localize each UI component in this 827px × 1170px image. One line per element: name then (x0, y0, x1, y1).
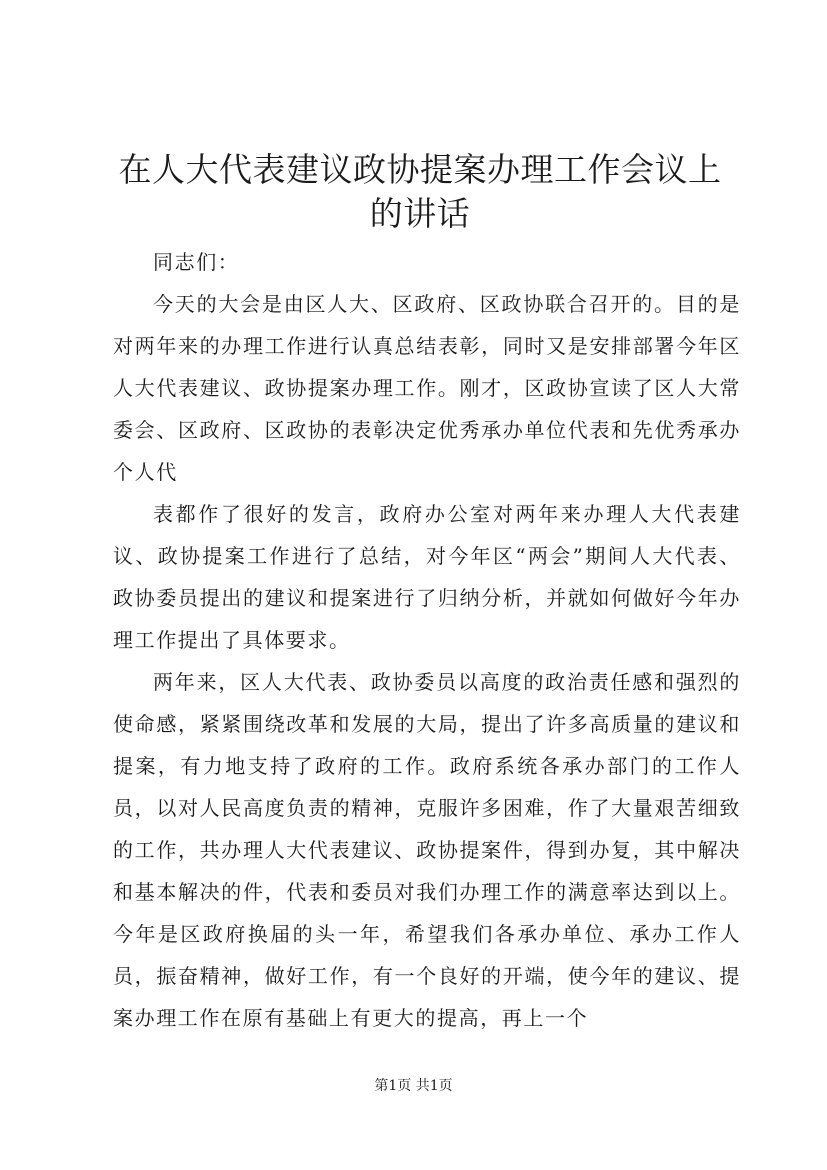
document-body (113, 241, 741, 1039)
body-paragraph: 今天的大会是由区人大、区政府、区政协联合召开的。目的是对两年来的办理工作进行认真总结表彰，同时又是安排部署今年区人大代表建议、政协提案办理工作。刚才，区政协宣读了区人大常委会、区政府、区政协的表彰决定优秀承办单位代表和先优秀承办个人代 (113, 292, 741, 484)
body-paragraph: 表都作了很好的发言，政府办公室对两年来办理人大代表建议、政协提案工作进行了总结，对今年区“两会”期间人大代表、政协委员提出的建议和提案进行了归纳分析，并就如何做好今年办理工作提出了具体要求。 (113, 502, 741, 652)
body-paragraph: 两年来，区人大代表、政协委员以高度的政治责任感和强烈的使命感，紧紧围绕改革和发展的大局，提出了许多高质量的建议和提案，有力地支持了政府的工作。政府系统各承办部门的工作人员，以对人民高度负责的精神，克服许多困难，作了大量艰苦细致的工作，共办理人大代表建议、政协提案件，得到办复，其中解决和基本解决的件，代表和委员对我们办理工作的满意率达到以上。今年是区政府换届的头一年，希望我们各承办单位、承办工作人员，振奋精神，做好工作，有一个良好的开端，使今年的建议、提案办理工作在原有基础上有更大的提高，再上一个 (113, 670, 741, 1030)
page-footer: 第1页 共1页 (374, 1078, 453, 1094)
salutation-paragraph: 同志们： (153, 250, 240, 274)
document-title: 在人大代表建议政协提案办理工作会议上的讲话 (118, 150, 722, 233)
